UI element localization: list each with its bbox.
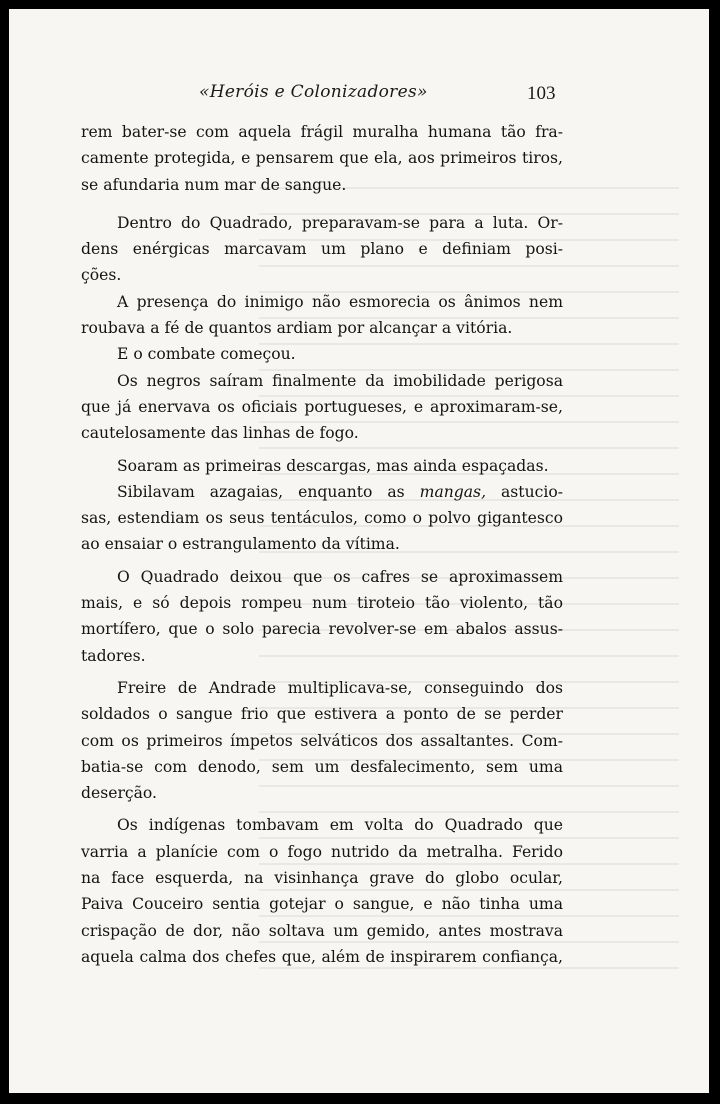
text-line: Paiva Couceiro sentia gotejar o sangue, e não tinha uma: [81, 895, 563, 914]
paragraph-6: [81, 453, 563, 479]
text-line: com os primeiros ímpetos selváticos dos assaltantes. Com-: [81, 731, 563, 750]
paragraph-3: [81, 289, 563, 342]
paragraph-gap: [81, 198, 563, 210]
text-line: se afundaria num mar de sangue.: [81, 175, 347, 194]
text-line: deserção.: [81, 784, 157, 803]
paragraph-2: [81, 210, 563, 289]
text-line: crispação de dor, não soltava um gemido, antes mostrava: [81, 921, 563, 940]
paragraph-7: [81, 479, 563, 558]
paragraph-10: [81, 812, 563, 970]
text-line: varria a planície com o fogo nutrido da metralha. Ferido: [81, 842, 563, 861]
text-line: rem bater-se com aquela frágil muralha humana tão fra-: [81, 123, 563, 141]
italic-term: mangas,: [419, 482, 487, 501]
book-page: [9, 9, 709, 1093]
text-line: que já enervava os oficiais portugueses, e aproximaram-se,: [81, 397, 563, 416]
text-fragment: astucio-: [486, 482, 563, 501]
text-fragment: Sibilavam azagaias, enquanto as: [117, 482, 420, 501]
text-line: mortífero, que o solo parecia revolver-se em abalos assus-: [81, 620, 563, 639]
text-line: O Quadrado deixou que os cafres se aproximassem: [117, 567, 563, 586]
text-line: tadores.: [81, 646, 146, 665]
page-header: [9, 82, 709, 108]
text-line: Os indígenas tombavam em volta do Quadrado que: [117, 816, 563, 835]
text-line: aquela calma dos chefes que, além de inspirarem confiança,: [81, 947, 563, 966]
paragraph-1: [81, 119, 563, 198]
paragraph-9: [81, 675, 563, 806]
text-line: A presença do inimigo não esmorecia os ânimos nem: [117, 292, 563, 311]
paragraph-5: [81, 368, 563, 447]
text-line-with-italic: [81, 479, 563, 505]
text-line: camente protegida, e pensarem que ela, aos primeiros tiros,: [81, 149, 563, 168]
text-line: Dentro do Quadrado, preparavam-se para a luta. Or-: [117, 213, 563, 232]
text-line: dens enérgicas marcavam um plano e definiam posi-: [81, 240, 563, 259]
running-title: «Heróis e Colonizadores»: [199, 82, 428, 102]
paragraph-4: [81, 341, 563, 367]
text-line: E o combate começou.: [117, 345, 296, 364]
text-line: roubava a fé de quantos ardiam por alcançar a vitória.: [81, 319, 513, 338]
page-number: 103: [527, 83, 556, 104]
text-line: batia-se com denodo, sem um desfalecimento, sem uma: [81, 757, 563, 776]
text-line: ções.: [81, 266, 122, 285]
text-line: Os negros saíram finalmente da imobilidade perigosa: [117, 371, 563, 390]
text-line: sas, estendiam os seus tentáculos, como o polvo gigantesco: [81, 509, 563, 528]
text-line: cautelosamente das linhas de fogo.: [81, 424, 359, 443]
text-line: Soaram as primeiras descargas, mas ainda espaçadas.: [117, 456, 549, 475]
text-line: Freire de Andrade multiplicava-se, conseguindo dos: [117, 678, 563, 697]
text-line: ao ensaiar o estrangulamento da vítima.: [81, 535, 400, 554]
body-text: [81, 119, 563, 970]
paragraph-8: [81, 564, 563, 669]
text-line: mais, e só depois rompeu num tiroteio tão violento, tão: [81, 594, 563, 613]
text-line: na face esquerda, na visinhança grave do globo ocular,: [81, 869, 563, 888]
text-line: soldados o sangue frio que estivera a ponto de se perder: [81, 705, 563, 724]
